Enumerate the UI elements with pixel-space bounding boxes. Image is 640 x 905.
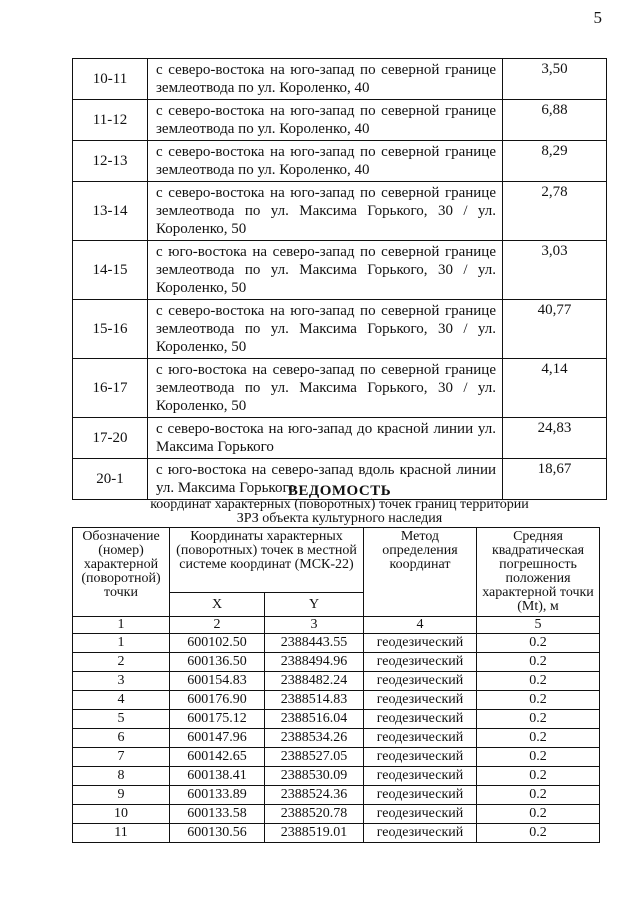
segment-row (73, 418, 607, 459)
coord-y: 2388527.05 (265, 748, 364, 767)
coord-error: 0.2 (477, 824, 600, 843)
segment-row (73, 241, 607, 300)
segment-code: 20-1 (73, 459, 148, 500)
point-number: 7 (73, 748, 170, 767)
segment-code: 16-17 (73, 359, 148, 418)
page-number: 5 (593, 8, 602, 27)
header-y: Y (265, 593, 364, 617)
coord-x: 600147.96 (170, 729, 265, 748)
coord-y: 2388494.96 (265, 653, 364, 672)
segment-length: 2,78 (503, 182, 607, 241)
coord-error: 0.2 (477, 672, 600, 691)
coord-method: геодезический (364, 767, 477, 786)
coord-row (73, 729, 600, 748)
coord-x: 600142.65 (170, 748, 265, 767)
segment-description: с северо-востока на юго-запад по северной границе землеотвода по ул. Короленко, 40 (148, 100, 503, 141)
header-x: X (170, 593, 265, 617)
segment-length: 8,29 (503, 141, 607, 182)
coord-method: геодезический (364, 824, 477, 843)
segment-description: с юго-востока на северо-запад вдоль красной линии ул. Максима Горького (148, 459, 503, 500)
coord-x: 600102.50 (170, 634, 265, 653)
coord-y: 2388443.55 (265, 634, 364, 653)
header-method: Метод определения координат (364, 528, 477, 617)
coord-method: геодезический (364, 710, 477, 729)
point-number: 11 (73, 824, 170, 843)
coord-x: 600138.41 (170, 767, 265, 786)
segment-code: 15-16 (73, 300, 148, 359)
col-number: 4 (364, 617, 477, 634)
segment-description: с северо-востока на юго-запад по северной границе землеотвода по ул. Максима Горького, 30 / ул. Короленко, 50 (148, 300, 503, 359)
segment-description: с юго-востока на северо-запад по северной границе землеотвода по ул. Максима Горького, 30 / ул. Короленко, 50 (148, 359, 503, 418)
coord-x: 600130.56 (170, 824, 265, 843)
coord-y: 2388534.26 (265, 729, 364, 748)
coord-method: геодезический (364, 805, 477, 824)
coord-error: 0.2 (477, 748, 600, 767)
coord-row (73, 786, 600, 805)
segment-code: 14-15 (73, 241, 148, 300)
coord-error: 0.2 (477, 786, 600, 805)
coord-method: геодезический (364, 748, 477, 767)
coord-y: 2388520.78 (265, 805, 364, 824)
coord-row (73, 767, 600, 786)
segment-length: 4,14 (503, 359, 607, 418)
coord-x: 600154.83 (170, 672, 265, 691)
segment-length: 3,03 (503, 241, 607, 300)
statement-subtitle-line1: координат характерных (поворотных) точек границ территории (150, 497, 529, 512)
coord-row (73, 653, 600, 672)
segment-row (73, 182, 607, 241)
header-coords: Координаты характерных (поворотных) точек в местной системе координат (МСК-22) (170, 528, 364, 593)
coord-y: 2388524.36 (265, 786, 364, 805)
point-number: 1 (73, 634, 170, 653)
coord-row (73, 805, 600, 824)
coord-y: 2388519.01 (265, 824, 364, 843)
point-number: 6 (73, 729, 170, 748)
coord-row (73, 824, 600, 843)
col-number: 1 (73, 617, 170, 634)
segment-length: 18,67 (503, 459, 607, 500)
point-number: 3 (73, 672, 170, 691)
segment-code: 10-11 (73, 59, 148, 100)
coord-x: 600136.50 (170, 653, 265, 672)
statement-subtitle-line2: ЗРЗ объекта культурного наследия (236, 511, 443, 526)
coord-row (73, 672, 600, 691)
point-number: 10 (73, 805, 170, 824)
segment-row (73, 100, 607, 141)
segment-description: с юго-востока на северо-запад по северной границе землеотвода по ул. Максима Горького, 30 / ул. Короленко, 50 (148, 241, 503, 300)
coordinates-table (72, 527, 600, 843)
coord-y: 2388530.09 (265, 767, 364, 786)
coord-error: 0.2 (477, 805, 600, 824)
segment-row (73, 59, 607, 100)
coord-row (73, 634, 600, 653)
coord-x: 600133.89 (170, 786, 265, 805)
segment-length: 3,50 (503, 59, 607, 100)
coord-method: геодезический (364, 672, 477, 691)
segment-code: 11-12 (73, 100, 148, 141)
coord-row (73, 710, 600, 729)
segment-code: 17-20 (73, 418, 148, 459)
coord-method: геодезический (364, 729, 477, 748)
coord-x: 600176.90 (170, 691, 265, 710)
coord-error: 0.2 (477, 729, 600, 748)
header-error: Средняя квадратическая погрешность положения характерной точки (Mt), м (477, 528, 600, 617)
segment-code: 12-13 (73, 141, 148, 182)
segment-row (73, 141, 607, 182)
coord-row (73, 691, 600, 710)
segment-description: с северо-востока на юго-запад до красной линии ул. Максима Горького (148, 418, 503, 459)
segment-length: 24,83 (503, 418, 607, 459)
col-number: 3 (265, 617, 364, 634)
col-number: 2 (170, 617, 265, 634)
header-point: Обозначение (номер) характерной (поворотной) точки (73, 528, 170, 617)
coord-x: 600175.12 (170, 710, 265, 729)
segment-row (73, 359, 607, 418)
coord-row (73, 748, 600, 767)
segment-row (73, 300, 607, 359)
boundary-segments-table (72, 58, 607, 500)
coord-error: 0.2 (477, 634, 600, 653)
coord-x: 600133.58 (170, 805, 265, 824)
coord-method: геодезический (364, 634, 477, 653)
point-number: 8 (73, 767, 170, 786)
coord-error: 0.2 (477, 767, 600, 786)
coord-y: 2388516.04 (265, 710, 364, 729)
coord-method: геодезический (364, 691, 477, 710)
segment-description: с северо-востока на юго-запад по северной границе землеотвода по ул. Максима Горького, 30 / ул. Короленко, 50 (148, 182, 503, 241)
statement-title: ВЕДОМОСТЬ (287, 483, 392, 499)
point-number: 5 (73, 710, 170, 729)
point-number: 4 (73, 691, 170, 710)
segment-length: 6,88 (503, 100, 607, 141)
coord-y: 2388482.24 (265, 672, 364, 691)
segment-length: 40,77 (503, 300, 607, 359)
col-number: 5 (477, 617, 600, 634)
coord-error: 0.2 (477, 653, 600, 672)
segment-description: с северо-востока на юго-запад по северной границе землеотвода по ул. Короленко, 40 (148, 59, 503, 100)
segment-code: 13-14 (73, 182, 148, 241)
coord-y: 2388514.83 (265, 691, 364, 710)
coord-error: 0.2 (477, 691, 600, 710)
coord-method: геодезический (364, 786, 477, 805)
point-number: 9 (73, 786, 170, 805)
coord-method: геодезический (364, 653, 477, 672)
coord-error: 0.2 (477, 710, 600, 729)
point-number: 2 (73, 653, 170, 672)
segment-description: с северо-востока на юго-запад по северной границе землеотвода по ул. Короленко, 40 (148, 141, 503, 182)
